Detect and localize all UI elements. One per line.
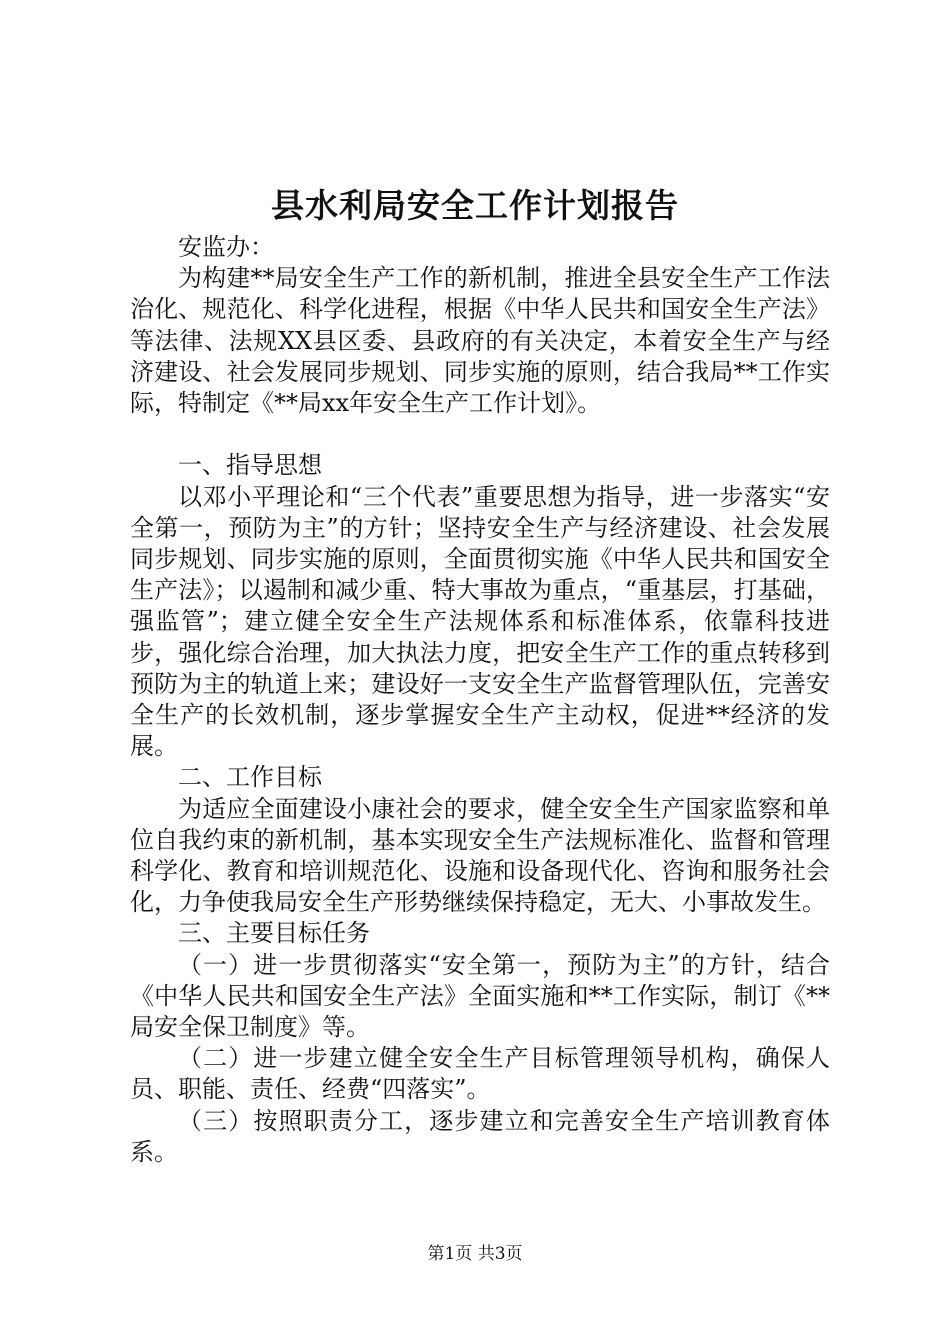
section-heading-2: 二、工作目标 [178,763,322,792]
intro-paragraph: 为构建**局安全生产工作的新机制，推进全县安全生产工作法治化、规范化、科学化进程，根据《中华人民共和国安全生产法》等法律、法规XX县区委、县政府的有关决定，本着安全生产与经济建设、社会发展同步规划、同步实施的原则，结合我局**工作实际，特制定《**局xx年安全生产工作计划》。 [130,264,830,418]
section-1-paragraph-1: 以邓小平理论和“三个代表”重要思想为指导，进一步落实“安全第一，预防为主”的方针；坚持安全生产与经济建设、社会发展同步规划、同步实施的原则，全面贯彻实施《中华人民共和国安全生产法》；以遏制和减少重、特大事故为重点，“重基层，打基础，强监管”；建立健全安全生产法规体系和标准体系，依靠科技进步，强化综合治理，加大执法力度，把安全生产工作的重点转移到预防为主的轨道上来；建设好一支安全生产监督管理队伍，完善安全生产的长效机制，逐步掌握安全生产主动权，促进**经济的发展。 [130,482,830,761]
section-3-paragraph-3: （三）按照职责分工，逐步建立和完善安全生产培训教育体系。 [130,1106,830,1166]
blank-line [130,419,830,450]
section-heading-1: 一、指导思想 [178,451,322,480]
section-3-paragraph-1: （一）进一步贯彻落实“安全第一，预防为主”的方针，结合《中华人民共和国安全生产法》全面实施和**工作实际，制订《**局安全保卫制度》等。 [130,950,830,1042]
section-2-paragraph-1: 为适应全面建设小康社会的要求，健全安全生产国家监察和单位自我约束的新机制，基本实现安全生产法规标准化、监督和管理科学化、教育和培训规范化、设施和设备现代化、咨询和服务社会化，力争使我局安全生产形势继续保持稳定，无大、小事故发生。 [130,794,830,917]
document-body [130,232,830,1168]
section-heading-3: 三、主要目标任务 [178,919,370,948]
page-footer: 第1页 共3页 [427,1244,523,1264]
section-3-paragraph-2: （二）进一步建立健全安全生产目标管理领导机构，确保人员、职能、责任、经费“四落实”。 [130,1044,830,1104]
salutation: 安监办： [178,233,274,261]
document-title: 县水利局安全工作计划报告 [271,186,679,225]
